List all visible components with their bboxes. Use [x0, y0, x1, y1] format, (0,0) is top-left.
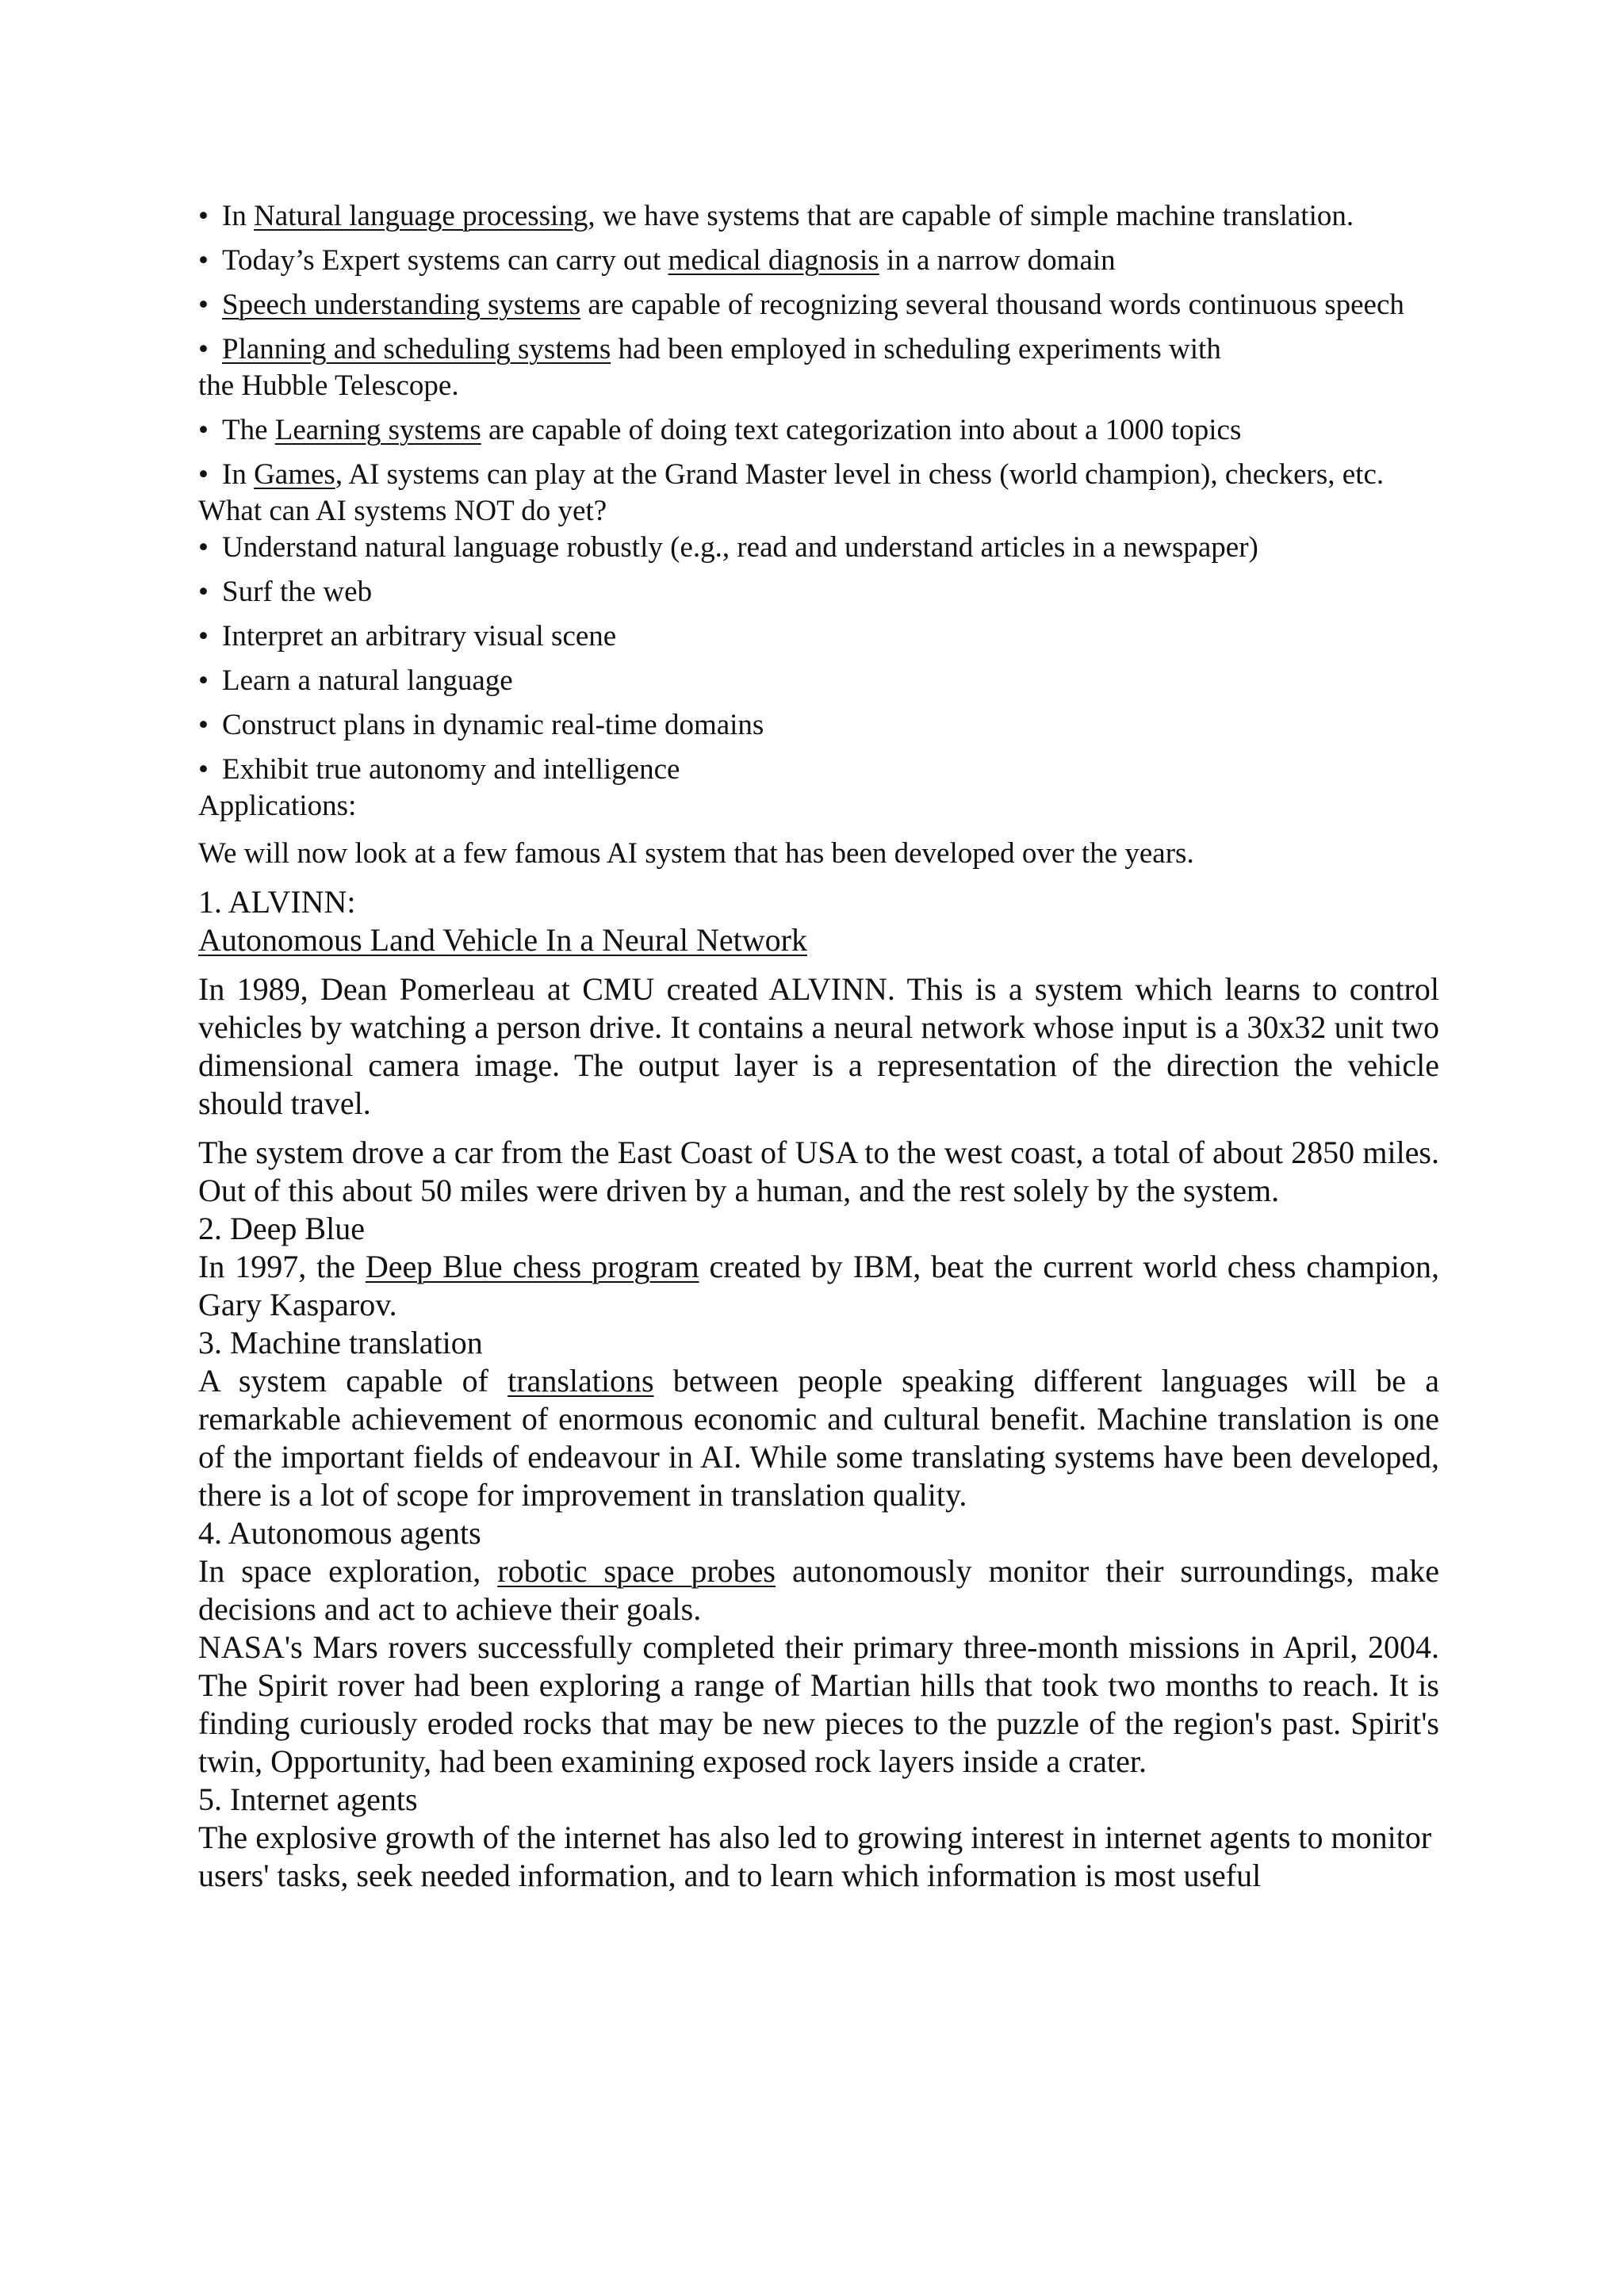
bullet-icon: • [198, 200, 209, 232]
link-games[interactable]: Games [254, 458, 335, 491]
bullet-icon: • [198, 576, 209, 608]
link-robotic-space-probes[interactable]: robotic space probes [497, 1553, 776, 1589]
paragraph: A system capable of translations between people speaking different languages will be a remarkable achievement of enormous economic and cultural benefit. Machine translation is one of the important fields of endeavour in AI. While some translating systems have been developed, there is a lot of scope for improvement in translation quality. [198, 1363, 1440, 1513]
bullet-icon: • [198, 289, 209, 321]
paragraph: In 1997, the Deep Blue chess program created by IBM, beat the current world chess champion, Gary Kasparov. [198, 1249, 1440, 1322]
list-item: • Learn a natural language [198, 663, 1439, 699]
list-item: • Understand natural language robustly (e.g., read and understand articles in a newspaper) [198, 530, 1439, 566]
list-item: • Exhibit true autonomy and intelligence [198, 752, 1439, 788]
list-item: • In Natural language processing, we have systems that are capable of simple machine translation. [198, 198, 1439, 235]
paragraph: The explosive growth of the internet has also led to growing interest in internet agents to monitor users' tasks, seek needed information, and to learn which information is most useful [198, 1820, 1432, 1893]
paragraph: In space exploration, robotic space probes autonomously monitor their surroundings, make decisions and act to achieve their goals. [198, 1553, 1439, 1627]
bullet-icon: • [198, 244, 209, 277]
list-item: • Interpret an arbitrary visual scene [198, 618, 1439, 655]
bullet-icon: • [198, 753, 209, 786]
bullet-icon: • [198, 333, 209, 365]
list-item: • Planning and scheduling systems had been employed in scheduling experiments with [198, 331, 1439, 368]
paragraph: NASA's Mars rovers successfully completed their primary three-month missions in April, 2004. The Spirit rover had been exploring a range of Martian hills that took two months to reach. It is finding curiously eroded rocks that may be new pieces to the puzzle of the region's past. Spirit's twin, Opportunity, had been examining exposed rock layers inside a crater. [198, 1629, 1439, 1779]
section-heading: 1. ALVINN: [198, 884, 356, 920]
link-translations[interactable]: translations [508, 1363, 654, 1399]
section-heading: 2. Deep Blue [198, 1211, 365, 1246]
bullet-icon: • [198, 458, 209, 491]
link-medical-diagnosis[interactable]: medical diagnosis [668, 244, 879, 277]
list-item: • Construct plans in dynamic real-time domains [198, 707, 1439, 744]
link-deep-blue-chess-program[interactable]: Deep Blue chess program [365, 1249, 699, 1284]
section-heading: Applications: [198, 790, 357, 822]
list-item: • The Learning systems are capable of doing text categorization into about a 1000 topics [198, 412, 1439, 449]
section-heading: 4. Autonomous agents [198, 1515, 481, 1551]
list-item: • Speech understanding systems are capable of recognizing several thousand words continuous speech [198, 287, 1439, 323]
section-heading: What can AI systems NOT do yet? [198, 495, 607, 527]
link-planning-and-scheduling-systems[interactable]: Planning and scheduling systems [222, 333, 611, 365]
paragraph: In 1989, Dean Pomerleau at CMU created ALVINN. This is a system which learns to control vehicles by watching a person drive. It contains a neural network whose input is a 30x32 unit two dimensional camera image. The output layer is a representation of the direction the vehicle should travel. [198, 971, 1439, 1121]
alvinn-subtitle-link[interactable]: Autonomous Land Vehicle In a Neural Network [198, 922, 807, 958]
list-item: • In Games, AI systems can play at the Grand Master level in chess (world champion), checkers, etc. [198, 457, 1439, 493]
bullet-icon: • [198, 531, 209, 564]
list-item: • Surf the web [198, 574, 1439, 610]
section-heading: 3. Machine translation [198, 1325, 483, 1360]
link-natural-language-processing[interactable]: Natural language processing [254, 200, 588, 232]
list-item: • Today’s Expert systems can carry out medical diagnosis in a narrow domain [198, 243, 1439, 279]
link-speech-understanding-systems[interactable]: Speech understanding systems [222, 289, 581, 321]
bullet-icon: • [198, 709, 209, 741]
list-item-continuation: the Hubble Telescope. [198, 369, 459, 402]
link-learning-systems[interactable]: Learning systems [274, 414, 481, 446]
bullet-icon: • [198, 620, 209, 652]
paragraph: The system drove a car from the East Coast of USA to the west coast, a total of about 2850 miles. Out of this about 50 miles were driven by a human, and the rest solely by the system. [198, 1135, 1439, 1208]
page-content [198, 198, 1439, 1895]
paragraph: We will now look at a few famous AI system that has been developed over the years. [198, 837, 1194, 870]
bullet-icon: • [198, 414, 209, 446]
section-heading: 5. Internet agents [198, 1781, 418, 1817]
bullet-icon: • [198, 664, 209, 697]
